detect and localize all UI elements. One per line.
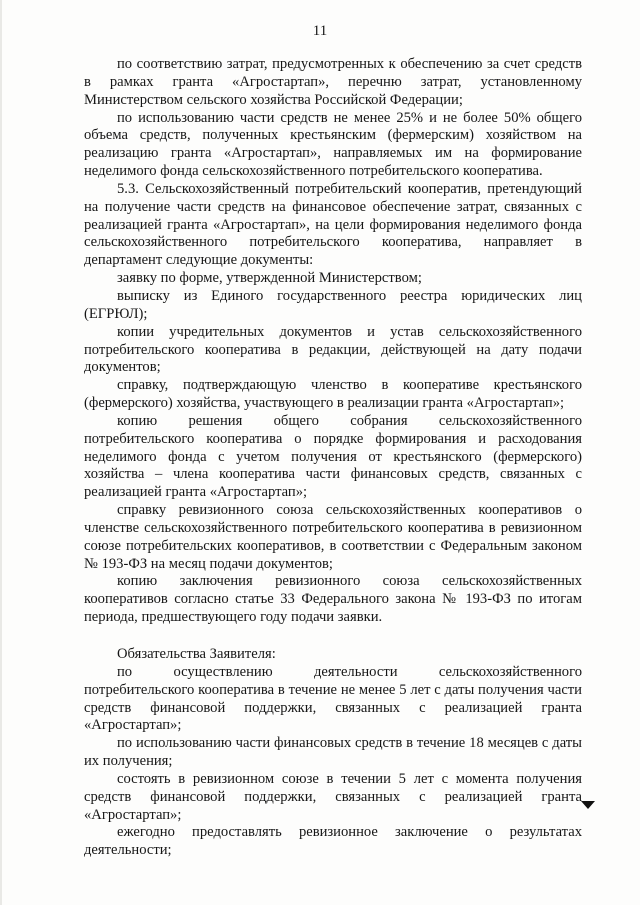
paragraph-12: по осуществлению деятельности сельскохозяйственного потребительского кооператива в течение не менее 5 лет с даты получения части средств финансовой поддержки, связанных с реализацией гранта «Агростартап»; bbox=[84, 663, 582, 734]
paragraph-4: заявку по форме, утвержденной Министерством; bbox=[117, 270, 422, 287]
paragraph-10: копию заключения ревизионного союза сельскохозяйственных кооперативов согласно статье 33 Федерального закона № 193-ФЗ по итогам периода, предшествующего году подачи заявки. bbox=[84, 573, 582, 626]
paragraph-7: справку, подтверждающую членство в кооперативе крестьянского (фермерского) хозяйства, участвующего в реализации гранта «Агростартап»; bbox=[84, 377, 582, 412]
paragraph-9: справку ревизионного союза сельскохозяйственных кооперативов о членстве сельскохозяйственного потребительского кооператива в ревизионном союзе потребительских кооперативов, в соответствии с Федеральным законом № 193-ФЗ на месяц подачи документов; bbox=[84, 502, 582, 572]
paragraph-3: 5.3. Сельскохозяйственный потребительский кооператив, претендующий на получение части средств на финансовое обеспечение затрат, связанных с реализацией гранта «Агростартап», на цели формирования неделимого фонда сельскохозяйственного потребительского кооператива, направляет в департамент следующие документы: bbox=[84, 180, 582, 269]
scan-edge bbox=[0, 0, 2, 905]
paragraph-6: копии учредительных документов и устав сельскохозяйственного потребительского кооператива в редакции, действующей на дату подачи документов; bbox=[84, 323, 582, 376]
paragraph-5: выписку из Единого государственного реестра юридических лиц (ЕГРЮЛ); bbox=[84, 287, 582, 322]
paragraph-13: по использованию части финансовых средств в течение 18 месяцев с даты их получения; bbox=[84, 735, 582, 770]
paragraph-8: копию решения общего собрания сельскохозяйственного потребительского кооператива о порядке формирования и расходования неделимого фонда с учетом получения от крестьянского (фермерского) хозяйства – члена кооператива части финансовых средств, связанных с реализацией гранта «Агростартап»; bbox=[84, 412, 582, 501]
paragraph-2: по использованию части средств не менее 25% и не более 50% общего объема средств, полученных крестьянским (фермерским) хозяйством на реализацию гранта «Агростартап», направляемых им на формирование неделимого фонда сельскохозяйственного потребительского кооператива. bbox=[84, 109, 582, 180]
ink-mark bbox=[581, 801, 595, 809]
paragraph-14: состоять в ревизионном союзе в течении 5 лет с момента получения средств финансовой поддержки, связанных с реализацией гранта «Агростартап»; bbox=[84, 770, 582, 823]
page-number: 11 bbox=[312, 23, 328, 39]
paragraph-15: ежегодно предоставлять ревизионное заключение о результатах деятельности; bbox=[84, 824, 582, 859]
obligations-heading: Обязательства Заявителя: bbox=[117, 646, 276, 662]
paragraph-1: по соответствию затрат, предусмотренных к обеспечению за счет средств в рамках гранта «Агростартап», перечню затрат, установленному Министерством сельского хозяйства Российской Федерации; bbox=[84, 56, 582, 108]
document-body bbox=[84, 56, 582, 860]
